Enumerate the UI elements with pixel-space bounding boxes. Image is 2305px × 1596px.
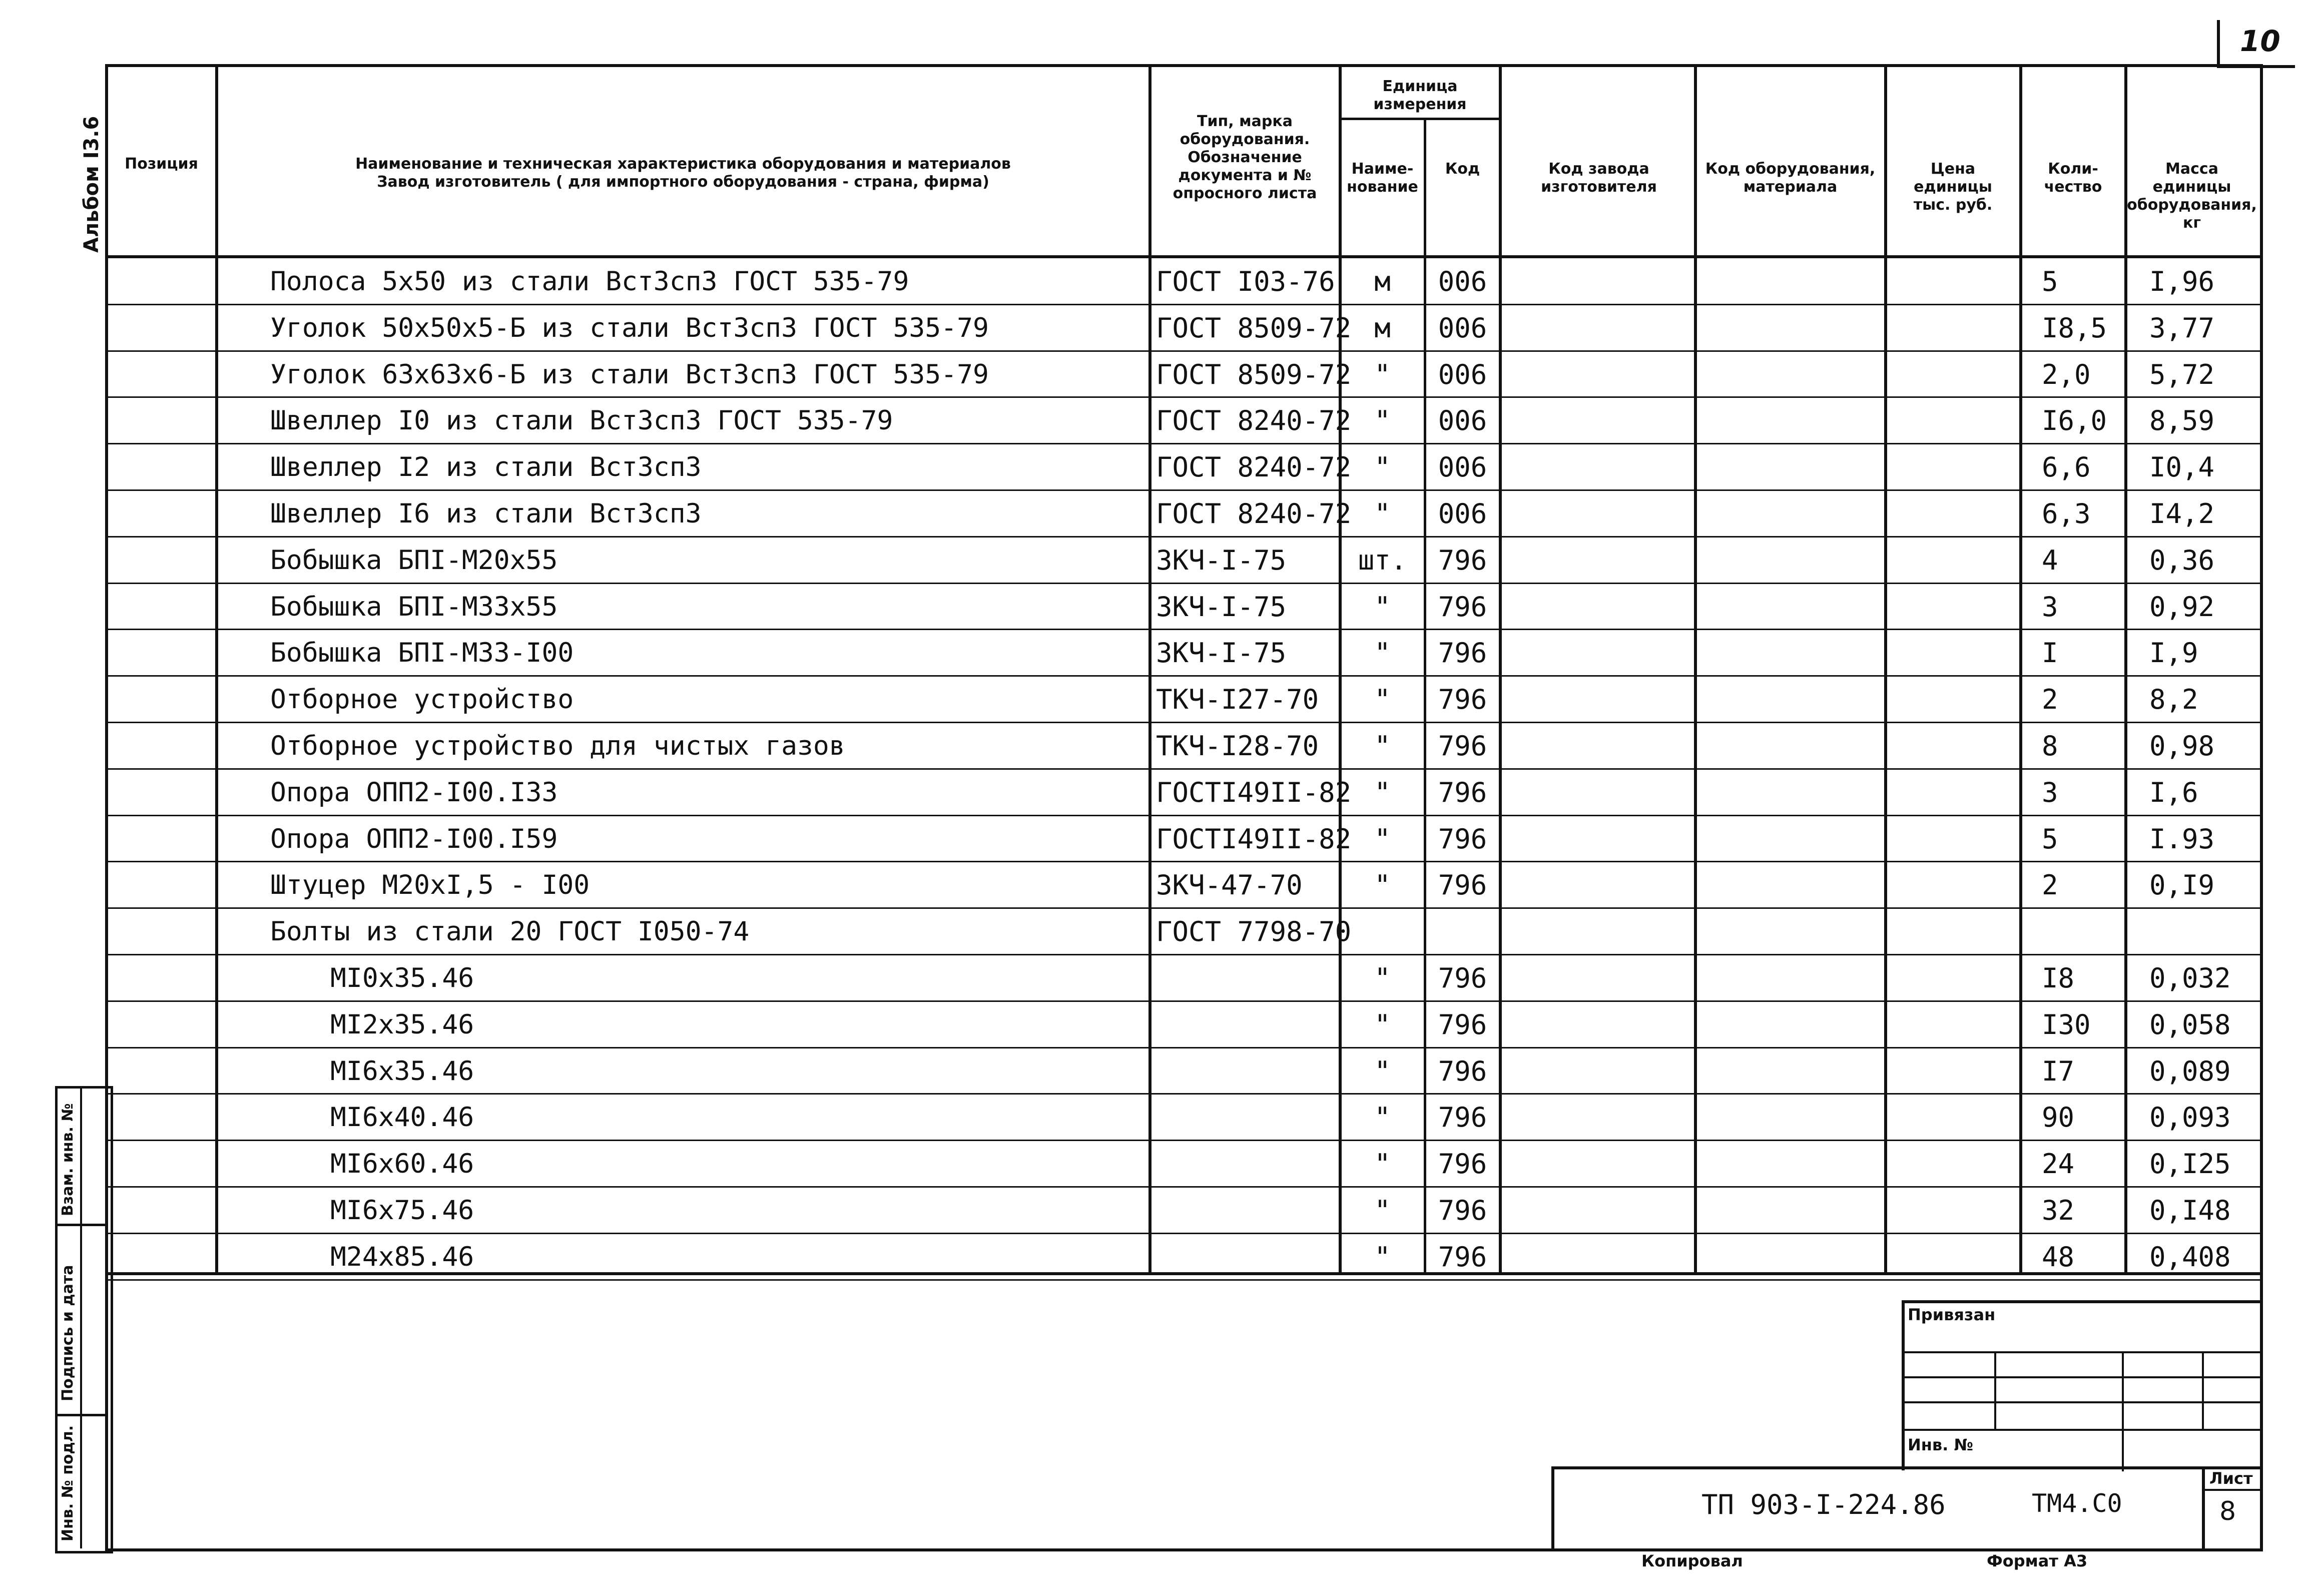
item-name: Бобышка БПI-М20x55 — [270, 545, 558, 576]
item-mass: 8,59 — [2149, 405, 2215, 437]
item-mass: I.93 — [2149, 823, 2215, 855]
item-quantity: 3 — [2042, 591, 2058, 623]
item-code: 796 — [1438, 1148, 1487, 1180]
item-mass: 0,I48 — [2149, 1195, 2231, 1226]
item-mass: 8,2 — [2149, 684, 2198, 716]
item-code: 796 — [1438, 730, 1487, 762]
item-type: ЗКЧ-47-70 — [1156, 869, 1303, 901]
item-mass: 0,408 — [2149, 1241, 2231, 1273]
item-unit: " — [1374, 776, 1391, 808]
item-code: 796 — [1438, 776, 1487, 808]
side-label-sign-date: Подпись и дата — [59, 1265, 77, 1401]
header-unit-name: Наиме- нование — [1347, 160, 1418, 196]
item-quantity: 48 — [2042, 1241, 2075, 1273]
item-quantity: 2 — [2042, 869, 2058, 901]
item-unit: " — [1374, 1148, 1391, 1180]
item-name: Полоса 5x50 из стали ВстЗсп3 ГОСТ 535-79 — [270, 266, 909, 297]
item-code: 796 — [1438, 962, 1487, 994]
item-unit: шт. — [1358, 544, 1407, 576]
item-unit: " — [1374, 1055, 1391, 1087]
sheet-number-corner — [2217, 20, 2295, 68]
header-position: Позиция — [125, 155, 198, 173]
item-name: МI2x35.46 — [330, 1009, 474, 1040]
item-name: МI6x40.46 — [330, 1102, 474, 1133]
header-type: Тип, марка оборудования. Обозначение документа и № опросного листа — [1173, 113, 1317, 202]
item-code: 796 — [1438, 1195, 1487, 1226]
item-code: 796 — [1438, 823, 1487, 855]
item-name: Штуцер М20xI,5 - I00 — [270, 870, 590, 901]
stamp-sheet-label: Лист — [2209, 1469, 2253, 1488]
header-quantity: Коли- чество — [2044, 160, 2102, 196]
item-quantity: I8 — [2042, 962, 2075, 994]
item-quantity: 4 — [2042, 544, 2058, 576]
header-unit-group: Единица измерения — [1373, 78, 1467, 113]
item-mass: I0,4 — [2149, 451, 2215, 483]
item-type: ТКЧ-I28-70 — [1156, 730, 1319, 762]
item-mass: 0,92 — [2149, 591, 2215, 623]
item-code: 796 — [1438, 1241, 1487, 1273]
item-quantity: 90 — [2042, 1102, 2075, 1134]
item-code: 006 — [1438, 405, 1487, 437]
item-unit: " — [1374, 637, 1391, 669]
header-mass: Масса единицы оборудования, кг — [2127, 160, 2257, 232]
item-name: Швеллер I6 из стали ВстЗсп3 — [270, 498, 702, 529]
album-label: Альбом I3.6 — [80, 116, 103, 253]
item-unit: " — [1374, 1241, 1391, 1273]
item-name: Отборное устройство для чистых газов — [270, 731, 845, 761]
item-name: МI6x35.46 — [330, 1055, 474, 1087]
item-unit: " — [1374, 591, 1391, 623]
item-code: 796 — [1438, 1008, 1487, 1040]
item-unit: " — [1374, 451, 1391, 483]
header-price: Цена единицы тыс. руб. — [1913, 160, 1993, 214]
item-code: 006 — [1438, 266, 1487, 297]
item-mass: 3,77 — [2149, 312, 2215, 344]
item-mass: 0,I25 — [2149, 1148, 2231, 1180]
item-name: М24x85.46 — [330, 1241, 474, 1272]
item-type: ГОСТ 8509-72 — [1156, 312, 1352, 344]
item-name: Отборное устройство — [270, 684, 574, 715]
item-name: МI6x60.46 — [330, 1149, 474, 1180]
item-type: ГОСТ 8240-72 — [1156, 405, 1352, 437]
item-quantity: 8 — [2042, 730, 2058, 762]
item-unit: " — [1374, 1195, 1391, 1226]
item-name: Опора ОПП2-I00.I33 — [270, 777, 558, 808]
item-quantity: I — [2042, 637, 2058, 669]
item-type: ГОСТ 7798-70 — [1156, 916, 1352, 948]
item-name: МI0x35.46 — [330, 963, 474, 993]
sheet-number-top: 10 — [2240, 24, 2280, 58]
item-name: МI6x75.46 — [330, 1195, 474, 1226]
item-quantity: I30 — [2042, 1008, 2091, 1040]
item-type: ГОСТI49II-82 — [1156, 776, 1352, 808]
item-name: Швеллер I2 из стали ВстЗсп3 — [270, 452, 702, 483]
side-label-inv-orig: Инв. № подл. — [59, 1425, 77, 1541]
item-unit: " — [1374, 962, 1391, 994]
item-code: 796 — [1438, 544, 1487, 576]
item-type: ГОСТ I03-76 — [1156, 266, 1335, 297]
item-unit: м — [1374, 266, 1391, 297]
side-label-inv-repl: Взам. инв. № — [59, 1103, 77, 1216]
item-type: ГОСТI49II-82 — [1156, 823, 1352, 855]
item-unit: " — [1374, 405, 1391, 437]
item-type: ЗКЧ-I-75 — [1156, 591, 1287, 623]
item-quantity: 6,3 — [2042, 498, 2091, 529]
item-code: 006 — [1438, 358, 1487, 390]
item-quantity: 32 — [2042, 1195, 2075, 1226]
item-code: 796 — [1438, 1055, 1487, 1087]
header-name: Наименование и техническая характеристика оборудования и материалов Завод изготовитель ( для импортного оборудования - страна, фирма) — [355, 155, 1011, 191]
item-type: ГОСТ 8240-72 — [1156, 498, 1352, 529]
item-name: Швеллер I0 из стали ВстЗсп3 ГОСТ 535-79 — [270, 405, 893, 436]
item-mass: 0,032 — [2149, 962, 2231, 994]
item-type: ГОСТ 8240-72 — [1156, 451, 1352, 483]
stamp-doc-mark: ТМ4.С0 — [2032, 1489, 2122, 1518]
item-code: 006 — [1438, 312, 1487, 344]
item-name: Болты из стали 20 ГОСТ I050-74 — [270, 916, 750, 947]
item-name: Уголок 50x50x5-Б из стали ВстЗсп3 ГОСТ 535-79 — [270, 312, 989, 343]
item-unit: м — [1374, 312, 1391, 344]
item-mass: 0,089 — [2149, 1055, 2231, 1087]
header-unit-code: Код — [1445, 160, 1480, 178]
item-code: 006 — [1438, 451, 1487, 483]
item-code: 796 — [1438, 1102, 1487, 1134]
item-type: ЗКЧ-I-75 — [1156, 544, 1287, 576]
item-unit: " — [1374, 823, 1391, 855]
item-mass: I,9 — [2149, 637, 2198, 669]
item-mass: 0,I9 — [2149, 869, 2215, 901]
item-quantity: 5 — [2042, 266, 2058, 297]
item-mass: 0,058 — [2149, 1008, 2231, 1040]
item-type: ГОСТ 8509-72 — [1156, 358, 1352, 390]
item-code: 796 — [1438, 684, 1487, 716]
item-code: 796 — [1438, 591, 1487, 623]
item-quantity: 24 — [2042, 1148, 2075, 1180]
item-name: Уголок 63x63x6-Б из стали ВстЗсп3 ГОСТ 535-79 — [270, 359, 989, 390]
item-code: 796 — [1438, 869, 1487, 901]
item-name: Бобышка БПI-М33x55 — [270, 591, 558, 622]
item-code: 006 — [1438, 498, 1487, 529]
stamp-linked: Привязан — [1908, 1305, 1996, 1324]
item-quantity: 6,6 — [2042, 451, 2091, 483]
item-unit: " — [1374, 1102, 1391, 1134]
item-unit: " — [1374, 498, 1391, 529]
item-mass: I,6 — [2149, 776, 2198, 808]
header-equipment-code: Код оборудования, материала — [1705, 160, 1876, 196]
item-name: Опора ОПП2-I00.I59 — [270, 823, 558, 854]
item-mass: 0,36 — [2149, 544, 2215, 576]
footer-copied: Копировал — [1641, 1551, 1743, 1570]
header-plant-code: Код завода изготовителя — [1541, 160, 1657, 196]
item-unit: " — [1374, 730, 1391, 762]
stamp-sheet-number: 8 — [2219, 1496, 2236, 1526]
footer-format: Формат А3 — [1987, 1551, 2088, 1570]
stamp-inv-no: Инв. № — [1908, 1435, 1973, 1454]
item-code: 796 — [1438, 637, 1487, 669]
item-unit: " — [1374, 869, 1391, 901]
item-mass: 0,98 — [2149, 730, 2215, 762]
item-quantity: I6,0 — [2042, 405, 2107, 437]
item-quantity: 2 — [2042, 684, 2058, 716]
item-unit: " — [1374, 358, 1391, 390]
item-quantity: 2,0 — [2042, 358, 2091, 390]
item-unit: " — [1374, 684, 1391, 716]
item-type: ТКЧ-I27-70 — [1156, 684, 1319, 716]
item-type: ЗКЧ-I-75 — [1156, 637, 1287, 669]
item-quantity: I8,5 — [2042, 312, 2107, 344]
item-mass: I4,2 — [2149, 498, 2215, 529]
item-quantity: I7 — [2042, 1055, 2075, 1087]
item-quantity: 5 — [2042, 823, 2058, 855]
item-mass: I,96 — [2149, 266, 2215, 297]
item-name: Бобышка БПI-М33-I00 — [270, 638, 574, 669]
item-mass: 0,093 — [2149, 1102, 2231, 1134]
stamp-doc-code: ТП 903-I-224.86 — [1701, 1489, 1946, 1520]
item-quantity: 3 — [2042, 776, 2058, 808]
item-unit: " — [1374, 1008, 1391, 1040]
item-mass: 5,72 — [2149, 358, 2215, 390]
